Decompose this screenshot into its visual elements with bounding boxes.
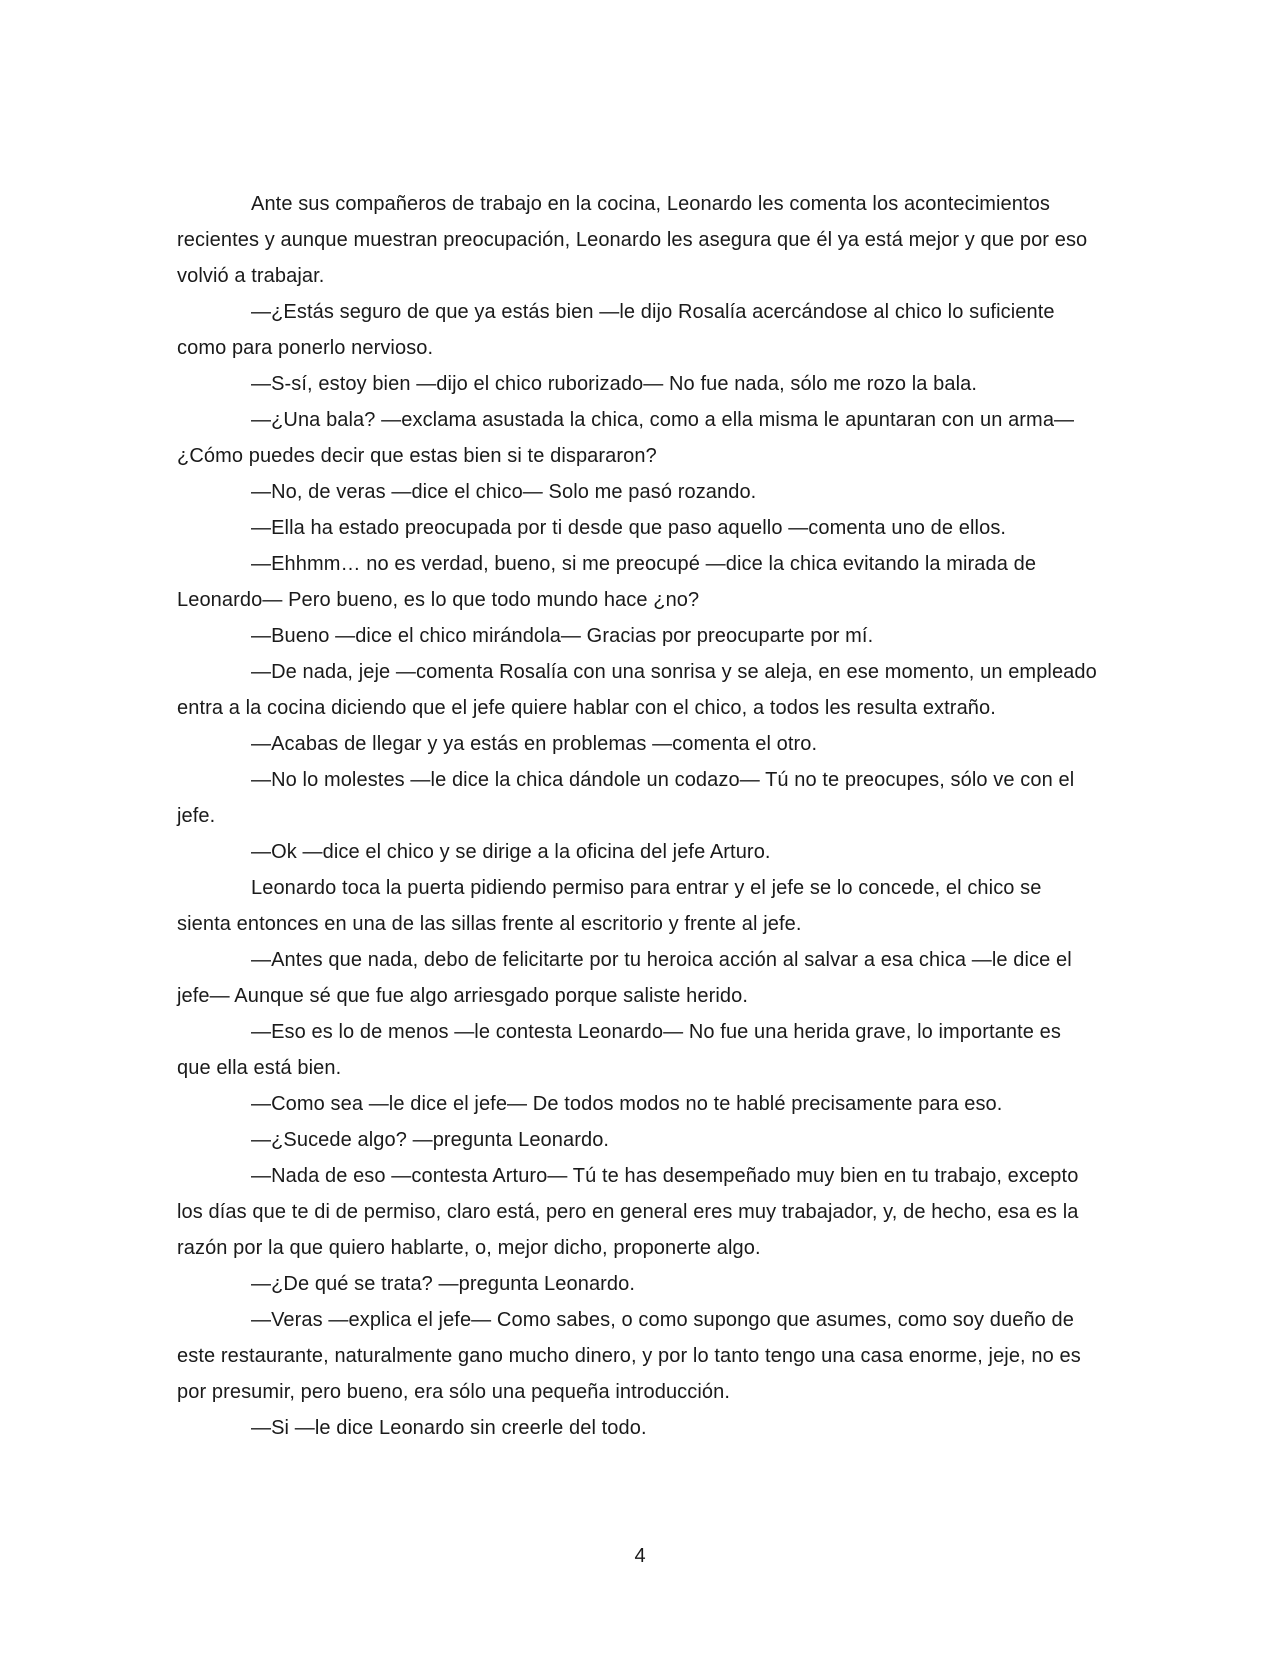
paragraph: —Eso es lo de menos —le contesta Leonardo— No fue una herida grave, lo importante es que ella está bien. xyxy=(177,1021,1061,1079)
paragraph: —¿Estás seguro de que ya estás bien —le dijo Rosalía acercándose al chico lo suficiente como para ponerlo nervioso. xyxy=(177,301,1055,359)
paragraph: —Bueno —dice el chico mirándola— Gracias por preocuparte por mí. xyxy=(251,625,874,647)
paragraph: —¿Una bala? —exclama asustada la chica, como a ella misma le apuntaran con un arma— ¿Cómo puedes decir que estas bien si te dispararon? xyxy=(177,409,1075,467)
paragraph: Leonardo toca la puerta pidiendo permiso para entrar y el jefe se lo concede, el chico se sienta entonces en una de las sillas frente al escritorio y frente al jefe. xyxy=(177,877,1042,935)
paragraph: —Ehhmm… no es verdad, bueno, si me preocupé —dice la chica evitando la mirada de Leonardo— Pero bueno, es lo que todo mundo hace ¿no? xyxy=(177,553,1037,611)
paragraph: —Ok —dice el chico y se dirige a la oficina del jefe Arturo. xyxy=(251,841,771,863)
paragraph: —De nada, jeje —comenta Rosalía con una sonrisa y se aleja, en ese momento, un empleado entra a la cocina diciendo que el jefe quiere hablar con el chico, a todos les resulta extraño. xyxy=(177,661,1097,719)
paragraph: Ante sus compañeros de trabajo en la cocina, Leonardo les comenta los acontecimientos recientes y aunque muestran preocupación, Leonardo les asegura que él ya está mejor y que por eso volvió a trabajar. xyxy=(177,193,1088,287)
paragraph: —Antes que nada, debo de felicitarte por tu heroica acción al salvar a esa chica —le dice el jefe— Aunque sé que fue algo arriesgado porque saliste herido. xyxy=(177,949,1072,1007)
paragraph: —¿Sucede algo? —pregunta Leonardo. xyxy=(251,1129,610,1151)
paragraph: —Como sea —le dice el jefe— De todos modos no te hablé precisamente para eso. xyxy=(251,1093,1003,1115)
page-number: 4 xyxy=(634,1545,646,1567)
paragraph: —No, de veras —dice el chico— Solo me pasó rozando. xyxy=(251,481,757,503)
paragraph: —No lo molestes —le dice la chica dándole un codazo— Tú no te preocupes, sólo ve con el jefe. xyxy=(177,769,1075,827)
paragraph: —Ella ha estado preocupada por ti desde que paso aquello —comenta uno de ellos. xyxy=(251,517,1007,539)
paragraph: —Veras —explica el jefe— Como sabes, o como supongo que asumes, como soy dueño de este restaurante, naturalmente gano mucho dinero, y por lo tanto tengo una casa enorme, jeje, no es por presumir, pero bueno, era sólo una pequeña introducción. xyxy=(177,1309,1081,1403)
body-text xyxy=(177,186,1097,1446)
paragraph: —Si —le dice Leonardo sin creerle del todo. xyxy=(251,1417,647,1439)
paragraph: —Nada de eso —contesta Arturo— Tú te has desempeñado muy bien en tu trabajo, excepto los días que te di de permiso, claro está, pero en general eres muy trabajador, y, de hecho, esa es la razón por la que quiero hablarte, o, mejor dicho, proponerte algo. xyxy=(177,1165,1079,1259)
paragraph: —¿De qué se trata? —pregunta Leonardo. xyxy=(251,1273,636,1295)
paragraph: —Acabas de llegar y ya estás en problemas —comenta el otro. xyxy=(251,733,818,755)
paragraph: —S-sí, estoy bien —dijo el chico ruborizado— No fue nada, sólo me rozo la bala. xyxy=(251,373,978,395)
